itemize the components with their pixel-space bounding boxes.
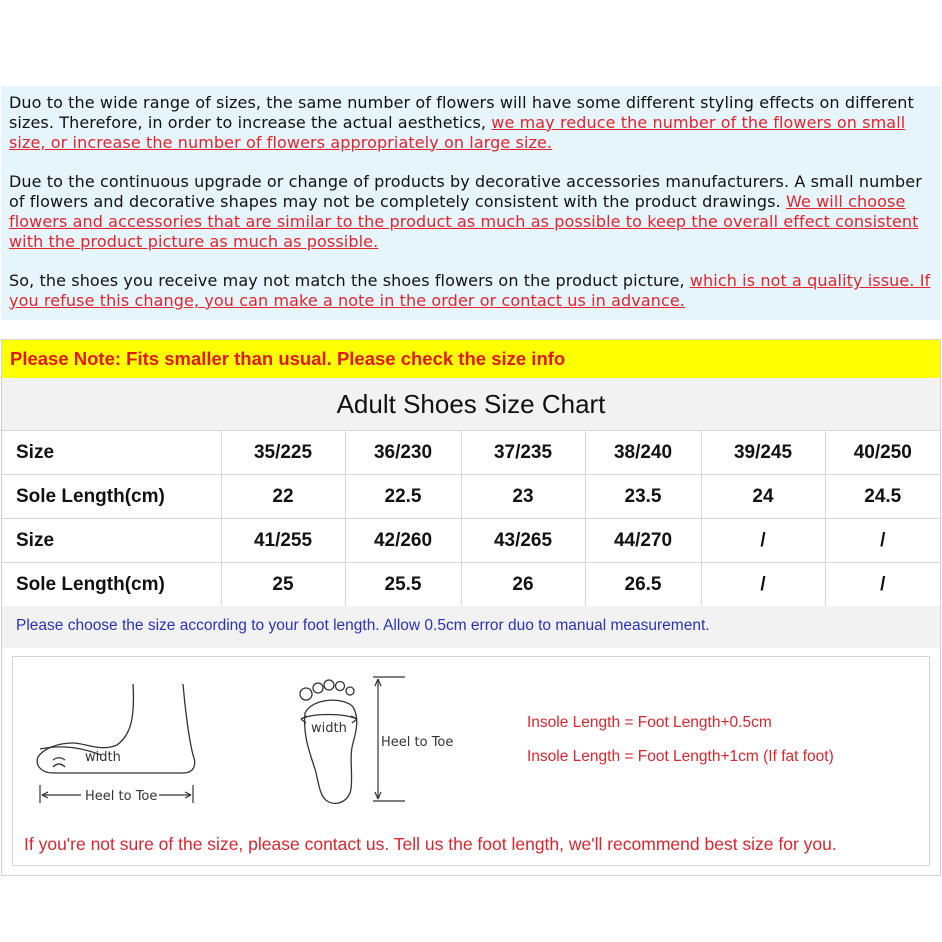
contact-us-note: If you're not sure of the size, please contact us. Tell us the foot length, we'll recommend best size for you. [24,834,837,854]
row-label: Sole Length(cm) [2,563,221,607]
notice-highlight-2: We will choose flowers and accessories that are similar to the product as much as possible to keep the overall effect consistent with the product picture as much as possible. [9,191,919,251]
size-cell: 26.5 [585,563,701,607]
notice-paragraph-1 [9,93,933,152]
measurement-tip: Please choose the size according to your foot length. Allow 0.5cm error duo to manual measurement. [2,606,940,648]
size-table [2,430,940,607]
size-cell: 41/255 [221,519,345,563]
insole-formula-normal: Insole Length = Foot Length+0.5cm [527,714,772,731]
size-cell: 37/235 [461,431,585,475]
size-cell: 24.5 [825,475,940,519]
size-table-row [2,563,940,607]
row-label: Size [2,519,221,563]
size-table-row [2,519,940,563]
row-label: Size [2,431,221,475]
size-cell: 26 [461,563,585,607]
side-width-label: width [85,750,121,765]
size-cell: / [701,563,825,607]
insole-formula-fat-foot: Insole Length = Foot Length+1cm (If fat foot) [527,748,834,765]
notice-highlight-1: we may reduce the number of the flowers on small size, or increase the number of flowers appropriately on large size. [9,112,906,152]
size-cell: / [825,519,940,563]
size-cell: 23.5 [585,475,701,519]
fit-note-banner: Please Note: Fits smaller than usual. Please check the size info [2,340,940,378]
size-table-row [2,475,940,519]
size-chart [1,339,941,876]
size-cell: 22 [221,475,345,519]
size-cell: 36/230 [345,431,461,475]
size-cell: 44/270 [585,519,701,563]
size-cell: 22.5 [345,475,461,519]
notice-text-1: Duo to the wide range of sizes, the same number of flowers will have some different styling effects on different sizes. Therefore, in order to increase the actual aesthetics, [9,93,914,132]
sole-width-label: width [311,721,347,736]
size-cell: 40/250 [825,431,940,475]
sole-length-label: Heel to Toe [381,735,454,750]
size-cell: 38/240 [585,431,701,475]
notice-panel [1,86,941,320]
size-cell: 25.5 [345,563,461,607]
notice-paragraph-2 [9,172,933,251]
size-table-row [2,431,940,475]
sole-foot-icon [300,680,357,803]
size-cell: 25 [221,563,345,607]
size-cell: 43/265 [461,519,585,563]
notice-text-2: Due to the continuous upgrade or change of products by decorative accessories manufacturers. A small number of flowers and decorative shapes may not be completely consistent with the product drawings. [9,172,922,211]
measurement-diagram [12,656,930,866]
size-cell: 39/245 [701,431,825,475]
size-cell: / [701,519,825,563]
side-length-label: Heel to Toe [85,789,158,804]
notice-text-3: So, the shoes you receive may not match the shoes flowers on the product picture, [9,271,690,291]
row-label: Sole Length(cm) [2,475,221,519]
notice-highlight-3: which is not a quality issue. If you refuse this change, you can make a note in the order or contact us in advance. [9,271,931,310]
size-cell: 23 [461,475,585,519]
size-cell: 24 [701,475,825,519]
size-cell: 35/225 [221,431,345,475]
notice-paragraph-3 [9,271,933,311]
foot-illustrations [13,657,493,827]
size-cell: / [825,563,940,607]
chart-title: Adult Shoes Size Chart [2,378,940,430]
size-cell: 42/260 [345,519,461,563]
